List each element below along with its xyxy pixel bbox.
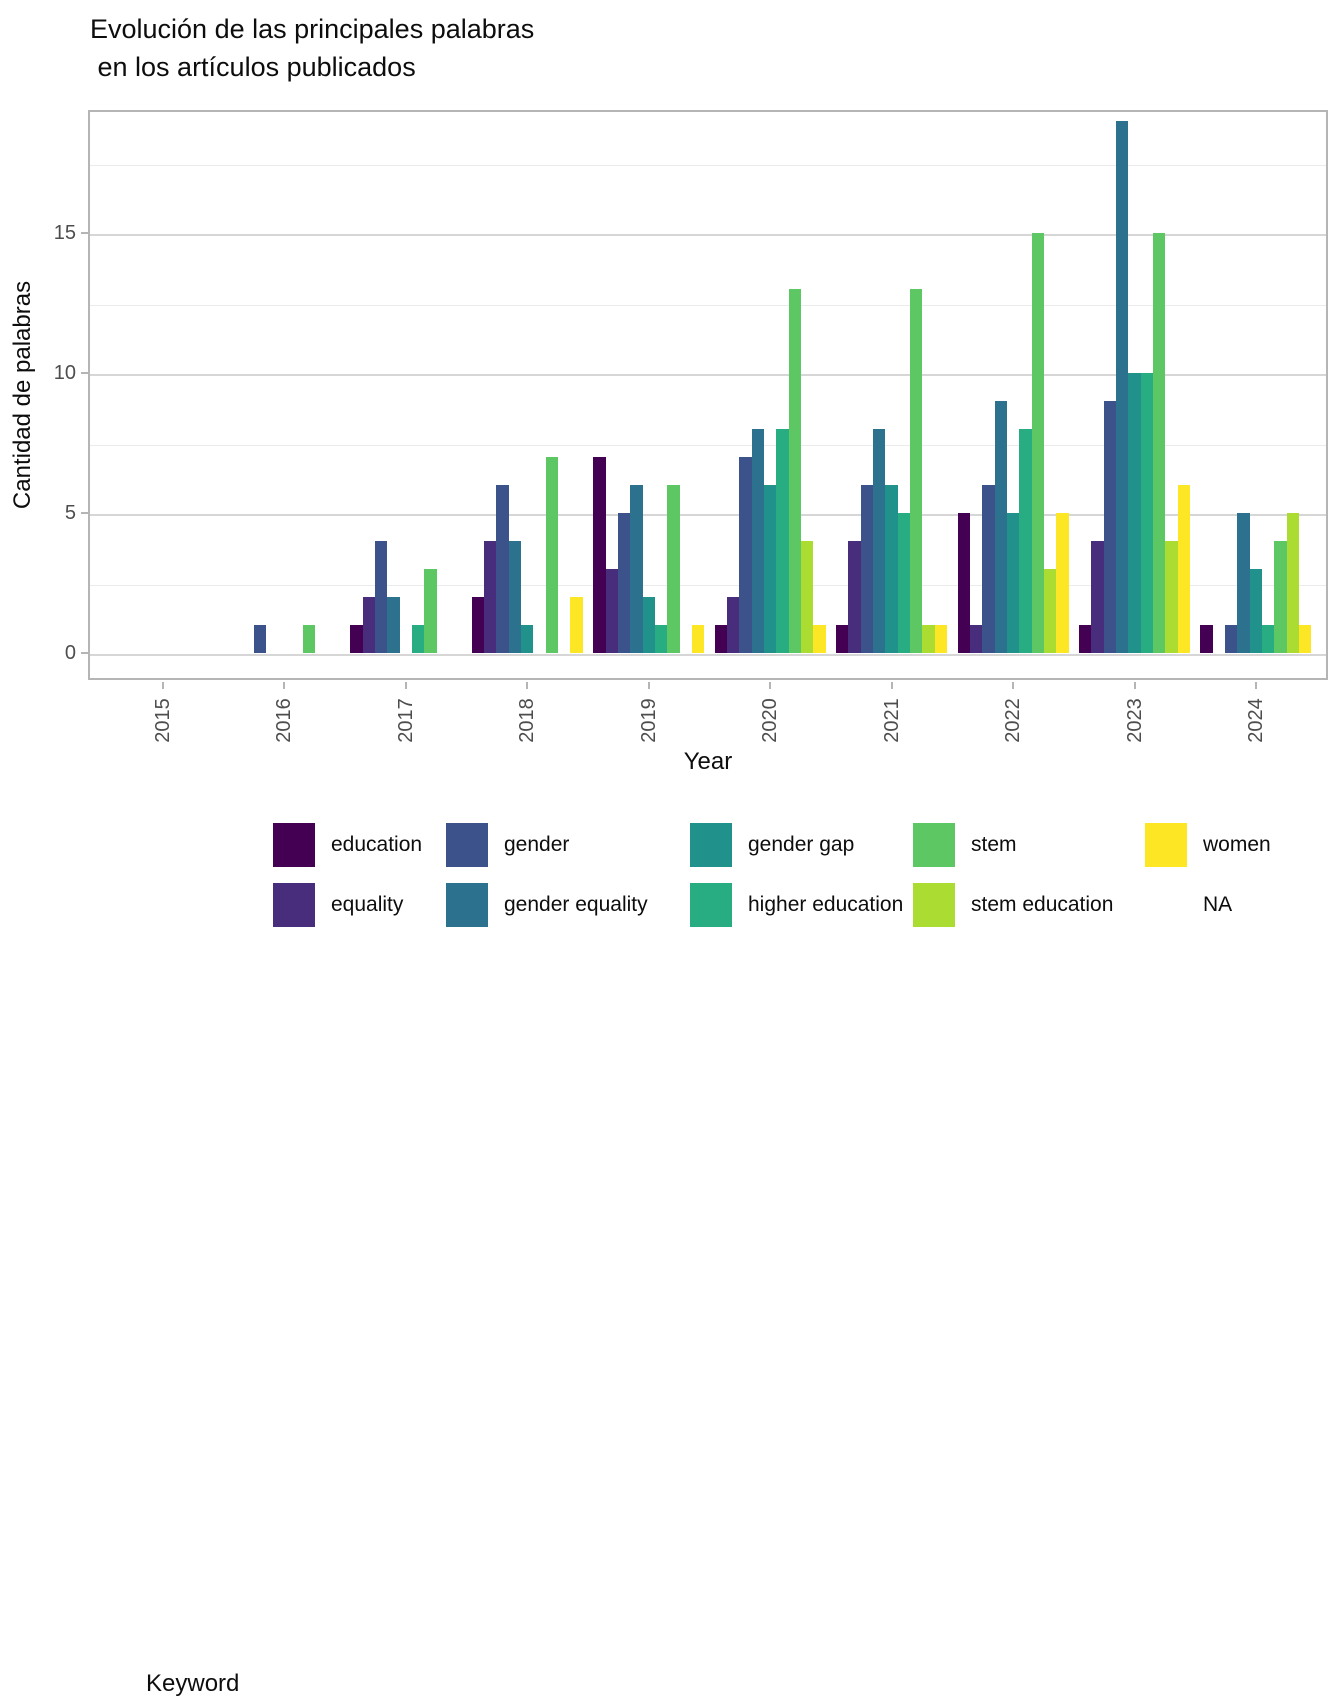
bar-gender-2017 <box>375 541 387 653</box>
bar-gender-gap-2024 <box>1250 569 1262 653</box>
x-tick-label-text-2022: 2022 <box>1001 697 1024 743</box>
plot-panel <box>88 110 1328 680</box>
y-tick-mark-0 <box>81 652 88 654</box>
bar-gender-2019 <box>618 513 630 653</box>
legend-item-education <box>273 823 422 867</box>
bar-education-2021 <box>836 625 848 653</box>
bar-gender-equality-2020 <box>752 429 764 653</box>
bar-women-2021 <box>935 625 947 653</box>
x-tick-label-2021 <box>860 688 924 752</box>
bar-stem-2020 <box>789 289 801 653</box>
y-tick-mark-15 <box>81 232 88 234</box>
x-tick-label-2024 <box>1224 688 1288 752</box>
bar-women-2019 <box>692 625 704 653</box>
x-tick-label-2016 <box>252 688 316 752</box>
gridline-minor-17.5 <box>90 165 1326 166</box>
y-tick-label-5: 5 <box>64 502 76 524</box>
y-tick-label-0: 0 <box>64 642 76 664</box>
bar-higher-education-2017 <box>412 625 424 653</box>
bar-stem-education-2023 <box>1165 541 1178 653</box>
legend-label-gender-gap: gender gap <box>748 833 855 856</box>
legend-item-na <box>1145 883 1232 927</box>
bar-stem-education-2022 <box>1044 569 1056 653</box>
bar-stem-education-2021 <box>922 625 935 653</box>
x-tick-label-text-2021: 2021 <box>880 697 903 743</box>
legend-swatch-gender-gap <box>690 823 732 867</box>
bar-gender-gap-2022 <box>1007 513 1019 653</box>
bar-gender-gap-2019 <box>643 597 655 653</box>
legend-item-gender <box>446 823 569 867</box>
legend-item-gender-gap <box>690 823 854 867</box>
bar-gender-equality-2017 <box>387 597 400 653</box>
legend-label-stem: stem <box>971 833 1017 856</box>
bar-equality-2021 <box>848 541 861 653</box>
legend-swatch-equality <box>273 883 315 927</box>
y-tick-mark-5 <box>81 512 88 514</box>
chart-title-line1: Evolución de las principales palabras <box>90 14 535 44</box>
bar-stem-2022 <box>1032 233 1044 653</box>
bar-gender-2016 <box>254 625 266 653</box>
x-axis-title: Year <box>683 748 733 775</box>
x-tick-label-2022 <box>981 688 1045 752</box>
x-tick-label-2015 <box>131 688 195 752</box>
bar-stem-2023 <box>1153 233 1165 653</box>
legend-item-women <box>1145 823 1271 867</box>
legend-swatch-na <box>1145 883 1187 927</box>
bar-higher-education-2022 <box>1019 429 1032 653</box>
y-axis-title-text: Cantidad de palabras <box>9 280 37 510</box>
bar-gender-equality-2018 <box>509 541 521 653</box>
bar-equality-2022 <box>970 625 982 653</box>
bar-stem-2018 <box>546 457 558 653</box>
bar-women-2024 <box>1299 625 1311 653</box>
y-tick-label-10: 10 <box>53 362 76 384</box>
bar-stem-2017 <box>424 569 437 653</box>
bar-education-2020 <box>715 625 727 653</box>
bar-equality-2020 <box>727 597 739 653</box>
bar-gender-2021 <box>861 485 873 653</box>
legend-label-gender-equality: gender equality <box>504 893 648 916</box>
x-tick-label-text-2024: 2024 <box>1244 697 1267 743</box>
bar-education-2017 <box>350 625 363 653</box>
gridline-major-15 <box>90 234 1326 236</box>
bar-education-2024 <box>1200 625 1213 653</box>
bar-equality-2023 <box>1091 541 1104 653</box>
gridline-major-0 <box>90 654 1326 656</box>
legend-label-na: NA <box>1203 893 1233 916</box>
y-tick-mark-10 <box>81 372 88 374</box>
legend-item-higher-education <box>690 883 903 927</box>
bar-stem-education-2024 <box>1287 513 1299 653</box>
x-tick-label-text-2019: 2019 <box>637 697 660 743</box>
x-tick-label-text-2016: 2016 <box>272 697 295 743</box>
legend-label-gender: gender <box>504 833 570 856</box>
gridline-minor-12.5 <box>90 305 1326 306</box>
legend-label-higher-education: higher education <box>748 893 904 916</box>
legend-swatch-gender-equality <box>446 883 488 927</box>
legend-swatch-stem-education <box>913 883 955 927</box>
bar-gender-equality-2021 <box>873 429 885 653</box>
bar-education-2022 <box>958 513 970 653</box>
legend-item-gender-equality <box>446 883 648 927</box>
bar-women-2022 <box>1056 513 1069 653</box>
bar-gender-gap-2021 <box>885 485 898 653</box>
legend-swatch-gender <box>446 823 488 867</box>
bar-gender-equality-2022 <box>995 401 1007 653</box>
legend-title: Keyword <box>146 1670 240 1697</box>
bar-equality-2018 <box>484 541 496 653</box>
bar-women-2020 <box>813 625 826 653</box>
legend-item-stem <box>913 823 1017 867</box>
bar-education-2018 <box>472 597 484 653</box>
bar-stem-2021 <box>910 289 922 653</box>
bar-stem-2024 <box>1274 541 1287 653</box>
bar-education-2023 <box>1079 625 1091 653</box>
legend <box>0 812 1344 1697</box>
x-tick-label-2020 <box>738 688 802 752</box>
bar-gender-2023 <box>1104 401 1116 653</box>
bar-gender-equality-2024 <box>1237 513 1250 653</box>
legend-label-women: women <box>1203 833 1271 856</box>
bar-gender-2022 <box>982 485 995 653</box>
y-axis-title <box>6 110 40 680</box>
bar-gender-gap-2023 <box>1128 373 1141 653</box>
chart-title-line2: en los artículos publicados <box>90 52 416 82</box>
legend-label-equality: equality <box>331 893 404 916</box>
bar-stem-2019 <box>667 485 680 653</box>
bar-education-2019 <box>593 457 606 653</box>
bar-higher-education-2021 <box>898 513 910 653</box>
bar-higher-education-2020 <box>776 429 789 653</box>
legend-swatch-education <box>273 823 315 867</box>
bar-gender-2020 <box>739 457 752 653</box>
bar-women-2018 <box>570 597 583 653</box>
x-tick-label-2017 <box>374 688 438 752</box>
x-tick-label-text-2018: 2018 <box>515 697 538 743</box>
y-tick-label-15: 15 <box>53 222 76 244</box>
legend-swatch-higher-education <box>690 883 732 927</box>
bar-gender-2024 <box>1225 625 1237 653</box>
bar-higher-education-2019 <box>655 625 667 653</box>
legend-item-equality <box>273 883 403 927</box>
bar-gender-equality-2023 <box>1116 121 1128 653</box>
legend-swatch-stem <box>913 823 955 867</box>
x-tick-label-2023 <box>1103 688 1167 752</box>
bar-stem-education-2020 <box>801 541 813 653</box>
bar-equality-2017 <box>363 597 375 653</box>
x-tick-label-text-2020: 2020 <box>758 697 781 743</box>
x-tick-label-text-2017: 2017 <box>394 697 417 743</box>
bar-gender-equality-2019 <box>630 485 643 653</box>
bar-women-2023 <box>1178 485 1190 653</box>
x-tick-label-2018 <box>495 688 559 752</box>
bar-stem-2016 <box>303 625 315 653</box>
bar-gender-2018 <box>496 485 509 653</box>
legend-label-education: education <box>331 833 423 856</box>
legend-label-stem-education: stem education <box>971 893 1114 916</box>
legend-item-stem-education <box>913 883 1113 927</box>
bar-equality-2019 <box>606 569 618 653</box>
bar-gender-gap-2020 <box>764 485 776 653</box>
bar-higher-education-2024 <box>1262 625 1274 653</box>
bar-gender-gap-2018 <box>521 625 533 653</box>
bar-higher-education-2023 <box>1141 373 1153 653</box>
x-tick-label-text-2023: 2023 <box>1123 697 1146 743</box>
x-tick-label-text-2015: 2015 <box>151 697 174 743</box>
x-tick-label-2019 <box>617 688 681 752</box>
legend-swatch-women <box>1145 823 1187 867</box>
